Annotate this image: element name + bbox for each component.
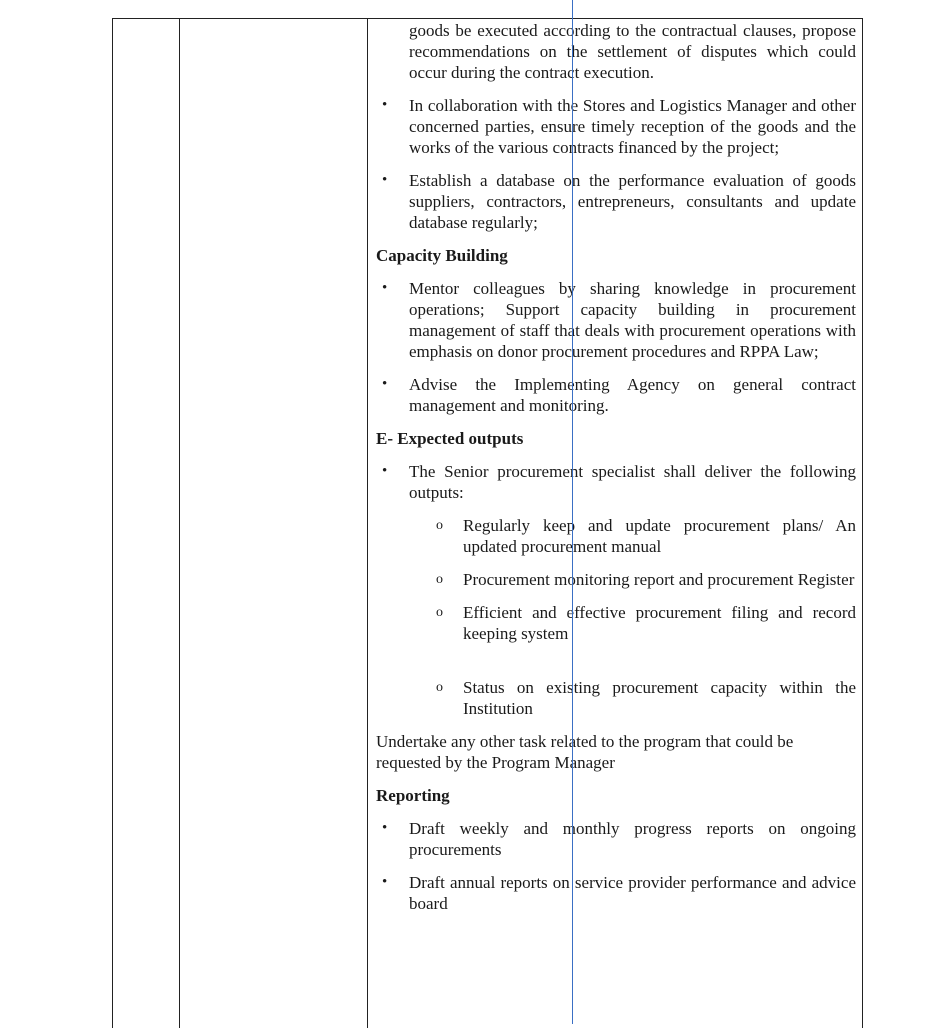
list-item-text: Mentor colleagues by sharing knowledge in procurement operations; Support capacity building in procurement management of staff that deals with procurement operations with emphasis on donor procurement procedures and RPPA Law; xyxy=(409,279,856,361)
table-column-divider-1 xyxy=(179,18,180,1028)
list-item xyxy=(376,170,856,233)
sub-list-item-text: Procurement monitoring report and procurement Register xyxy=(463,570,855,589)
sub-bullet-icon: o xyxy=(436,605,443,620)
list-item-text: Draft annual reports on service provider performance and advice board xyxy=(409,873,856,913)
table-content-cell xyxy=(376,20,856,926)
sub-bullet-icon: o xyxy=(436,572,443,587)
list-item xyxy=(376,95,856,158)
sub-list-item xyxy=(376,569,856,590)
sub-list-item xyxy=(376,677,856,719)
list-item xyxy=(376,278,856,362)
bullet-icon: • xyxy=(382,97,388,113)
list-item-text: The Senior procurement specialist shall deliver the following outputs: xyxy=(409,462,856,502)
list-item-text: Establish a database on the performance evaluation of goods suppliers, contractors, entrepreneurs, consultants and update database regularly; xyxy=(409,171,856,232)
blank-line xyxy=(376,656,856,677)
bullet-icon: • xyxy=(382,820,388,836)
bullet-icon: • xyxy=(382,280,388,296)
list-item xyxy=(376,818,856,860)
section-heading-outputs: E- Expected outputs xyxy=(376,429,524,448)
other-task-paragraph: Undertake any other task related to the program that could be requested by the Program Manager xyxy=(376,732,794,772)
sub-list-item-text: Regularly keep and update procurement plans/ An updated procurement manual xyxy=(463,516,856,556)
list-item-text: Advise the Implementing Agency on general contract management and monitoring. xyxy=(409,375,856,415)
scan-artifact-line xyxy=(572,0,573,1024)
table-column-divider-2 xyxy=(367,18,368,1028)
bullet-icon: • xyxy=(382,463,388,479)
section-heading-capacity: Capacity Building xyxy=(376,246,508,265)
sub-list-item xyxy=(376,515,856,557)
list-item xyxy=(376,461,856,503)
sub-list-item xyxy=(376,602,856,644)
list-item xyxy=(376,374,856,416)
section-heading-reporting: Reporting xyxy=(376,786,450,805)
continued-paragraph: goods be executed according to the contractual clauses, propose recommendations on the settlement of disputes which could occur during the contract execution. xyxy=(409,21,856,82)
sub-list-item-text: Status on existing procurement capacity within the Institution xyxy=(463,678,856,718)
bullet-icon: • xyxy=(382,874,388,890)
list-item xyxy=(376,872,856,914)
list-item-text: In collaboration with the Stores and Logistics Manager and other concerned parties, ensure timely reception of the goods and the works of the various contracts financed by the project; xyxy=(409,96,856,157)
sub-bullet-icon: o xyxy=(436,518,443,533)
sub-list-item-text: Efficient and effective procurement filing and record keeping system xyxy=(463,603,856,643)
list-item-text: Draft weekly and monthly progress reports on ongoing procurements xyxy=(409,819,856,859)
sub-bullet-icon: o xyxy=(436,680,443,695)
bullet-icon: • xyxy=(382,376,388,392)
bullet-icon: • xyxy=(382,172,388,188)
